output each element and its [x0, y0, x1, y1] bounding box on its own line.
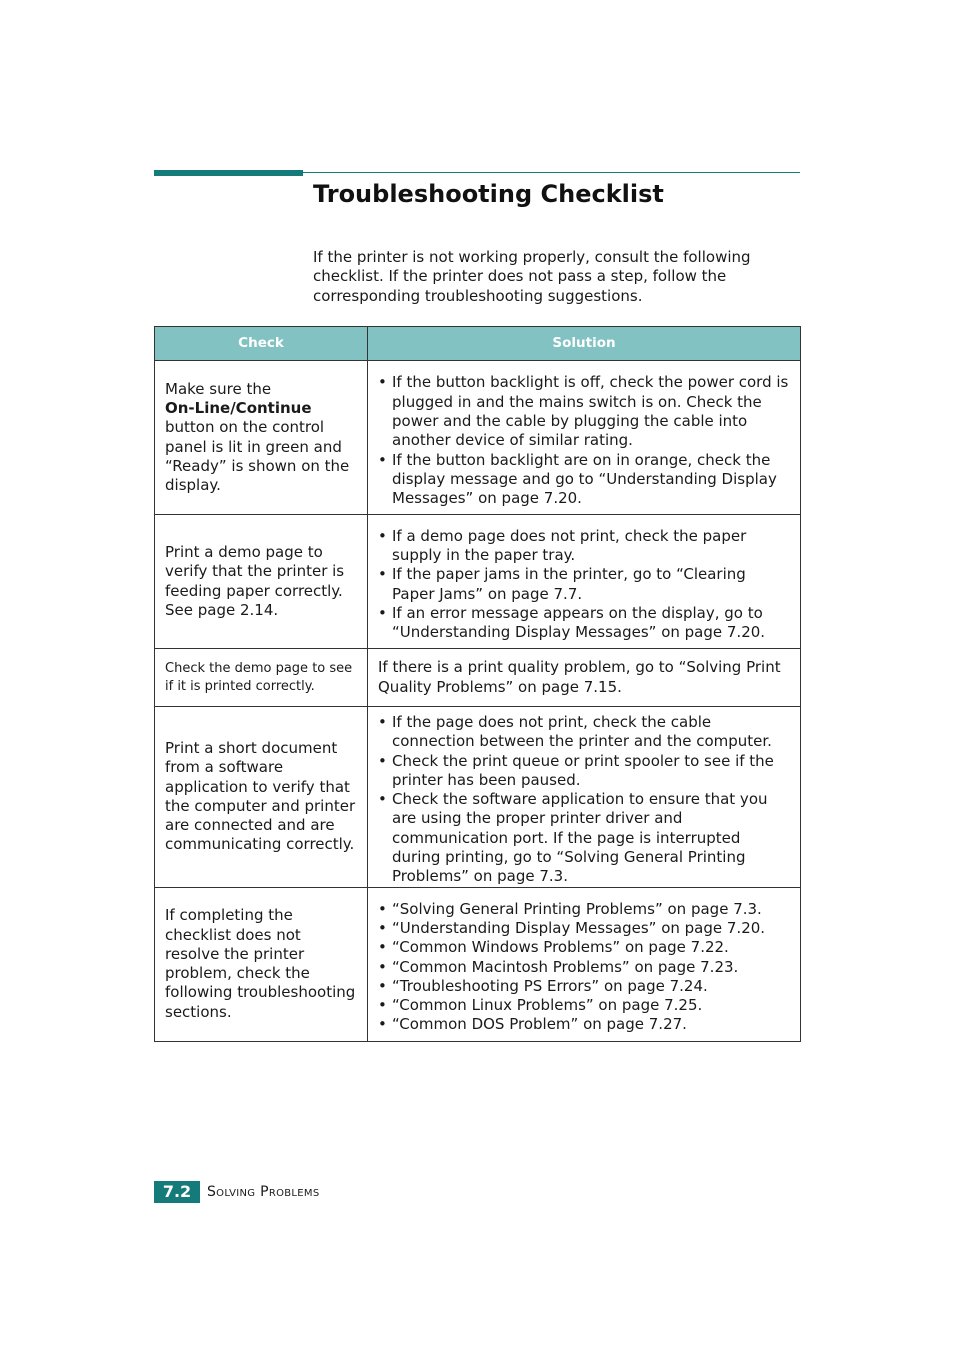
solution-item: • If the page does not print, check the cable connection between the printer and the computer. — [378, 713, 790, 752]
solution-item: • If the button backlight is off, check the power cord is plugged in and the mains switch is on. Check the power and the cable by plugging the cable into another device of similar rating. — [378, 373, 790, 450]
solution-cell — [368, 515, 801, 649]
check-cell: If completing the checklist does not resolve the printer problem, check the following troubleshooting sections. — [155, 887, 368, 1041]
column-header-check: Check — [155, 327, 368, 361]
solution-cell — [368, 887, 801, 1041]
solution-item: • “Common Macintosh Problems” on page 7.23. — [378, 958, 790, 977]
solution-item: • If the paper jams in the printer, go to “Clearing Paper Jams” on page 7.7. — [378, 565, 790, 604]
table-row — [155, 707, 801, 888]
solution-list — [378, 713, 790, 887]
solution-list — [378, 527, 790, 643]
check-cell — [155, 361, 368, 515]
solution-item: • “Understanding Display Messages” on page 7.20. — [378, 919, 790, 938]
solution-item: • “Common Windows Problems” on page 7.22. — [378, 938, 790, 957]
solution-item: • Check the print queue or print spooler to see if the printer has been paused. — [378, 752, 790, 791]
solution-list — [378, 900, 790, 1035]
heading-accent-bar — [154, 170, 303, 176]
column-header-solution: Solution — [368, 327, 801, 361]
page-number: 7.2 — [154, 1181, 200, 1203]
check-cell: Print a demo page to verify that the printer is feeding paper correctly. See page 2.14. — [155, 515, 368, 649]
solution-item: • “Common Linux Problems” on page 7.25. — [378, 996, 790, 1015]
page-title: Troubleshooting Checklist — [313, 180, 664, 208]
check-cell: Check the demo page to see if it is printed correctly. — [155, 649, 368, 707]
troubleshooting-table — [154, 326, 801, 1042]
check-cell: Print a short document from a software application to verify that the computer and printer are connected and are communicating correctly. — [155, 707, 368, 888]
solution-cell — [368, 707, 801, 888]
table-row — [155, 649, 801, 707]
solution-item: • If a demo page does not print, check the paper supply in the paper tray. — [378, 527, 790, 566]
check-text: Make sure the — [165, 379, 272, 398]
check-text: button on the control panel is lit in green and “Ready” is shown on the display. — [165, 418, 350, 495]
intro-paragraph: If the printer is not working properly, consult the following checklist. If the printer does not pass a step, follow the corresponding troubleshooting suggestions. — [313, 248, 751, 305]
solution-item: • “Common DOS Problem” on page 7.27. — [378, 1015, 790, 1034]
solution-item: • If the button backlight are on in orange, check the display message and go to “Understanding Display Messages” on page 7.20. — [378, 451, 790, 509]
solution-item: • “Troubleshooting PS Errors” on page 7.24. — [378, 977, 790, 996]
solution-item: • If an error message appears on the display, go to “Understanding Display Messages” on page 7.20. — [378, 604, 790, 643]
online-continue-label: On-Line/Continue — [165, 398, 312, 417]
table-row — [155, 515, 801, 649]
table-row — [155, 361, 801, 515]
section-name: Solving Problems — [207, 1184, 320, 1200]
solution-item: • Check the software application to ensure that you are using the proper printer driver and communication port. If the page is interrupted during printing, go to “Solving General Printing Problems” on page 7.3. — [378, 790, 790, 886]
solution-list — [378, 373, 790, 508]
solution-cell: If there is a print quality problem, go to “Solving Print Quality Problems” on page 7.15. — [368, 649, 801, 707]
table-header-row — [155, 327, 801, 361]
solution-cell — [368, 361, 801, 515]
solution-item: • “Solving General Printing Problems” on page 7.3. — [378, 900, 790, 919]
table-row — [155, 887, 801, 1041]
